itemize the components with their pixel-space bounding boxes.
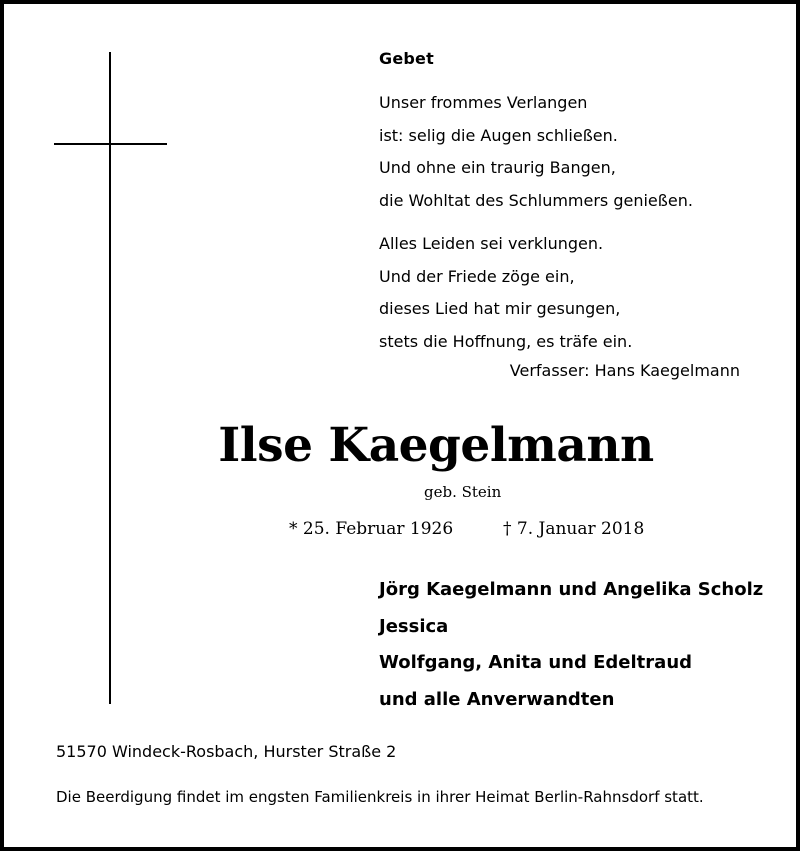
- deceased-name: Ilse Kaegelmann: [218, 418, 654, 473]
- mourner-entry: Jessica: [379, 615, 449, 637]
- poem-title: Gebet: [379, 49, 434, 68]
- poem-line: stets die Hoffnung, es träfe ein.: [379, 331, 633, 351]
- cross-horizontal-bar: [54, 143, 167, 145]
- poem-line: Alles Leiden sei verklungen.: [379, 234, 604, 253]
- poem-line: ist: selig die Augen schließen.: [379, 125, 618, 145]
- mourner-entry: und alle Anverwandten: [379, 688, 615, 710]
- death-date: † 7. Januar 2018: [503, 519, 645, 539]
- mourners-list: [379, 572, 763, 718]
- poem-line: die Wohltat des Schlummers genießen.: [379, 190, 693, 210]
- family-address: 51570 Windeck-Rosbach, Hurster Straße 2: [56, 742, 397, 761]
- mourner-entry: Jörg Kaegelmann und Angelika Scholz: [379, 579, 764, 600]
- poem-line: Und der Friede zöge ein,: [379, 266, 575, 286]
- funeral-note: Die Beerdigung findet im engsten Familienkreis in ihrer Heimat Berlin-Rahnsdorf statt.: [56, 788, 704, 806]
- poem-line: Und ohne ein traurig Bangen,: [379, 158, 616, 177]
- poem-author: Verfasser: Hans Kaegelmann: [509, 361, 740, 380]
- birth-date: * 25. Februar 1926: [289, 519, 454, 539]
- cross-vertical-bar: [109, 52, 111, 704]
- maiden-name: geb. Stein: [424, 483, 502, 501]
- poem-stanza-1: [379, 87, 693, 217]
- poem-line: dieses Lied hat mir gesungen,: [379, 299, 621, 318]
- poem-line: Unser frommes Verlangen: [379, 93, 588, 112]
- poem-stanza-2: [379, 228, 632, 358]
- mourner-entry: Wolfgang, Anita und Edeltraud: [379, 652, 693, 673]
